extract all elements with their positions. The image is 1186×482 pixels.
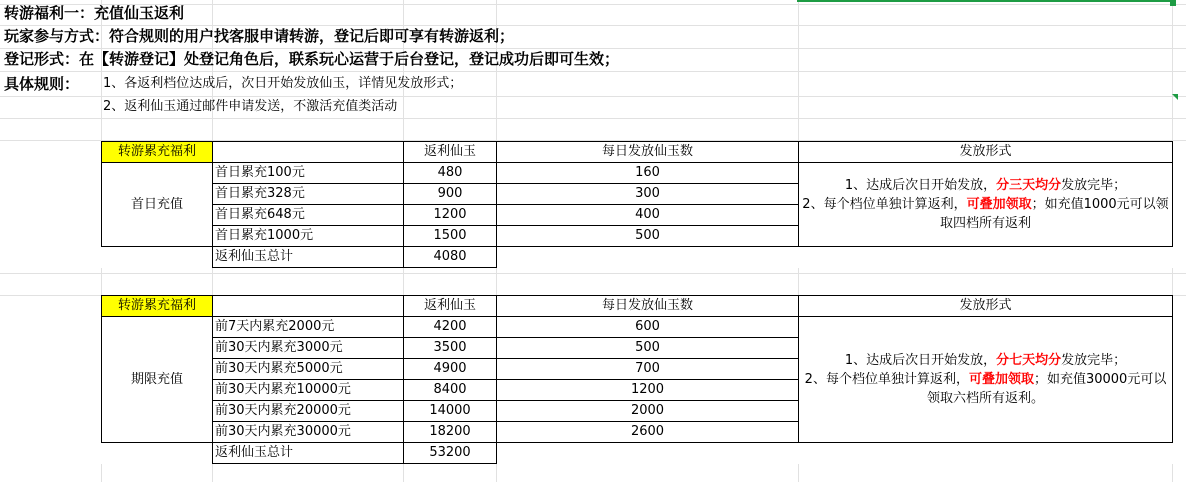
method-text: 1、达成后次日开始发放， <box>844 178 997 193</box>
daily-cell[interactable]: 2000 <box>497 401 799 422</box>
total-row <box>102 443 1173 464</box>
method-text: 2、每个档位单独计算返利， <box>804 372 969 387</box>
tier-cell[interactable]: 首日累充100元 <box>213 163 404 184</box>
tier-cell[interactable]: 前7天内累充2000元 <box>213 317 404 338</box>
method-text: 发放完毕； <box>1061 178 1127 193</box>
table-tag-cell[interactable]: 转游累充福利 <box>102 296 213 317</box>
first-day-rebate-table <box>101 141 1173 268</box>
tier-cell[interactable]: 前30天内累充20000元 <box>213 401 404 422</box>
title-cell[interactable]: 转游福利一：充值仙玉返利 <box>4 4 185 22</box>
rebate-cell[interactable]: 18200 <box>404 422 497 443</box>
daily-cell[interactable]: 600 <box>497 317 799 338</box>
method-emphasis: 可叠加领取 <box>968 372 1034 387</box>
tier-cell[interactable]: 首日累充648元 <box>213 205 404 226</box>
method-text: 发放完毕； <box>1061 353 1127 368</box>
selection-handle[interactable] <box>1170 0 1176 6</box>
empty-header-cell[interactable] <box>213 142 404 163</box>
method-emphasis: 分七天均分 <box>996 353 1062 368</box>
method-emphasis: 可叠加领取 <box>966 197 1032 212</box>
table-row <box>102 163 1173 184</box>
rebate-cell[interactable]: 3500 <box>404 338 497 359</box>
tier-cell[interactable]: 首日累充328元 <box>213 184 404 205</box>
total-label-cell[interactable]: 返利仙玉总计 <box>213 247 404 268</box>
table-tag-cell[interactable]: 转游累充福利 <box>102 142 213 163</box>
daily-cell[interactable]: 400 <box>497 205 799 226</box>
group-cell[interactable]: 期限充值 <box>102 317 213 443</box>
tier-cell[interactable]: 前30天内累充30000元 <box>213 422 404 443</box>
daily-header-cell[interactable]: 每日发放仙玉数 <box>497 296 799 317</box>
method-cell[interactable] <box>799 163 1173 247</box>
empty-header-cell[interactable] <box>213 296 404 317</box>
rule-2-cell[interactable]: 2、返利仙玉通过邮件申请发送，不激活充值类活动 <box>103 99 398 114</box>
tier-cell[interactable]: 前30天内累充10000元 <box>213 380 404 401</box>
rebate-cell[interactable]: 14000 <box>404 401 497 422</box>
total-value-cell[interactable]: 53200 <box>404 443 497 464</box>
total-value-cell[interactable]: 4080 <box>404 247 497 268</box>
rebate-cell[interactable]: 900 <box>404 184 497 205</box>
tier-cell[interactable]: 首日累充1000元 <box>213 226 404 247</box>
rule-1-cell[interactable]: 1、各返利档位达成后，次日开始发放仙玉，详情见发放形式； <box>103 76 463 91</box>
method-header-cell[interactable]: 发放形式 <box>799 142 1173 163</box>
daily-cell[interactable]: 300 <box>497 184 799 205</box>
daily-cell[interactable]: 500 <box>497 226 799 247</box>
rebate-header-cell[interactable]: 返利仙玉 <box>404 142 497 163</box>
method-emphasis: 分三天均分 <box>996 178 1062 193</box>
daily-cell[interactable]: 1200 <box>497 380 799 401</box>
rebate-cell[interactable]: 1500 <box>404 226 497 247</box>
method-text: 1、达成后次日开始发放， <box>844 353 997 368</box>
rebate-cell[interactable]: 4200 <box>404 317 497 338</box>
total-label-cell[interactable]: 返利仙玉总计 <box>213 443 404 464</box>
method-text: ；如充值1000元可以领取四档所有返利 <box>939 197 1169 231</box>
tier-cell[interactable]: 前30天内累充3000元 <box>213 338 404 359</box>
rebate-header-cell[interactable]: 返利仙玉 <box>404 296 497 317</box>
tier-cell[interactable]: 前30天内累充5000元 <box>213 359 404 380</box>
rebate-cell[interactable]: 8400 <box>404 380 497 401</box>
table-row <box>102 317 1173 338</box>
selection-border <box>797 0 1175 2</box>
daily-header-cell[interactable]: 每日发放仙玉数 <box>497 142 799 163</box>
rules-label-cell[interactable]: 具体规则： <box>4 75 80 93</box>
daily-cell[interactable]: 2600 <box>497 422 799 443</box>
period-rebate-table <box>101 295 1173 464</box>
daily-cell[interactable]: 160 <box>497 163 799 184</box>
method-header-cell[interactable]: 发放形式 <box>799 296 1173 317</box>
group-cell[interactable]: 首日充值 <box>102 163 213 247</box>
rebate-cell[interactable]: 4900 <box>404 359 497 380</box>
daily-cell[interactable]: 700 <box>497 359 799 380</box>
daily-cell[interactable]: 500 <box>497 338 799 359</box>
method-cell[interactable] <box>799 317 1173 443</box>
comment-marker <box>1172 94 1178 100</box>
registration-cell[interactable]: 登记形式：在【转游登记】处登记角色后，联系玩心运营于后台登记，登记成功后即可生效； <box>4 50 620 68</box>
method-text: ；如充值30000元可以领取六档所有返利。 <box>926 372 1167 406</box>
rebate-cell[interactable]: 480 <box>404 163 497 184</box>
rebate-cell[interactable]: 1200 <box>404 205 497 226</box>
method-text: 2、每个档位单独计算返利， <box>802 197 967 212</box>
total-row <box>102 247 1173 268</box>
participation-cell[interactable]: 玩家参与方式：符合规则的用户找客服申请转游，登记后即可享有转游返利； <box>4 27 515 45</box>
